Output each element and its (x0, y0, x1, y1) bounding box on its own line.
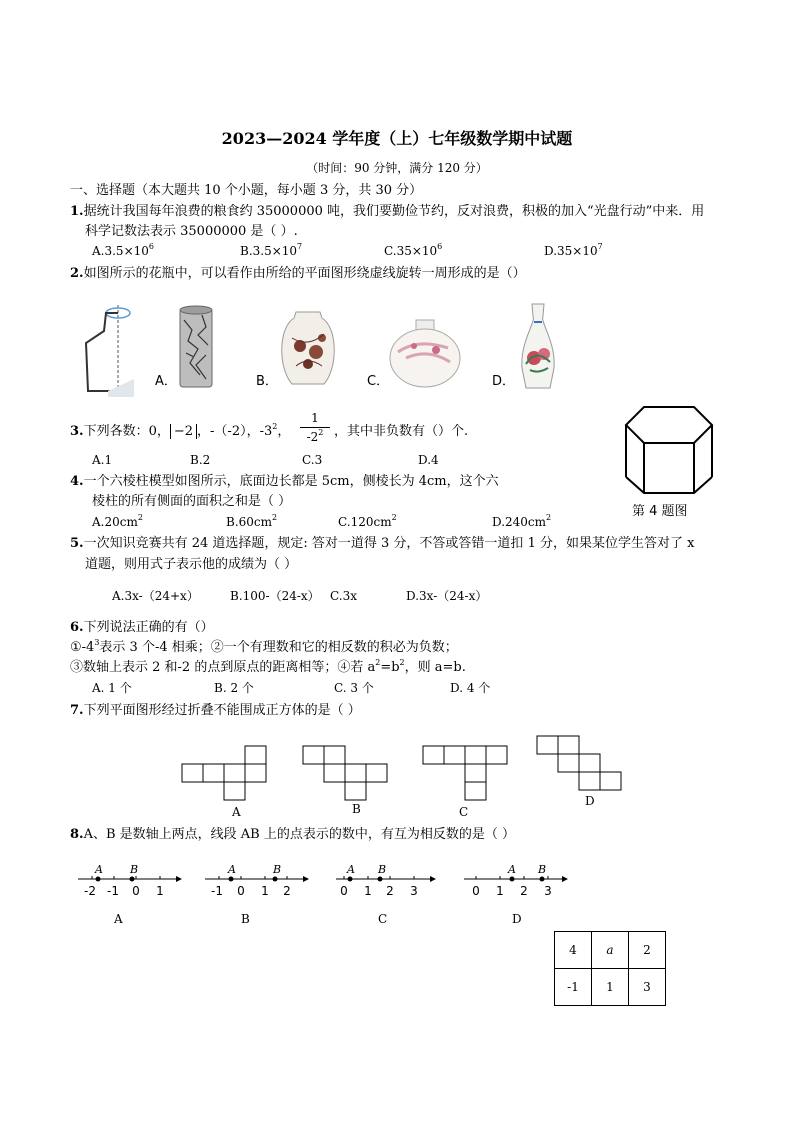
option-b: $B.60cm^2$ (226, 513, 278, 529)
point-b-label: B (538, 863, 547, 876)
tick-label: 1 (364, 884, 372, 898)
number-line-label-d: D (512, 912, 522, 926)
option-b: B.2 (190, 453, 211, 467)
option-d: D.4 (418, 453, 439, 467)
vase-label-d: D． (492, 374, 516, 389)
cube-net-a (180, 745, 270, 805)
question-2 (70, 267, 526, 280)
net-label-a: A (232, 805, 241, 819)
question-6-line1: $①-4^3$表示 3 个-4 相乘；②一个有理数和它的相反数的积必为负数； (70, 638, 458, 655)
question-5: 5.一次知识竞赛共有 24 道选择题，规定: 答对一道得 3 分，不答或答错一道扣 1 分，如果某位学生答对了 x (70, 536, 695, 551)
point-a-label: A (508, 863, 516, 876)
table-row (555, 932, 666, 969)
option-d: D. 4 个 (450, 681, 491, 695)
tick-label: 2 (386, 884, 394, 898)
question-4-line2: 棱柱的所有侧面的面积之和是（ ） (92, 494, 292, 509)
net-label-d: D (585, 794, 595, 808)
table-cell: -1 (555, 969, 592, 1006)
figure-caption: 第 4 题图 (632, 504, 688, 519)
tick-label: 3 (410, 884, 418, 898)
question-3-post: ，其中非负数有（）个. (334, 424, 469, 439)
cube-net-d (536, 735, 626, 795)
table-cell: 4 (555, 932, 592, 969)
globe-vase-image (388, 318, 462, 388)
number-line-label-a: A (114, 912, 123, 926)
point-a-label: A (347, 863, 355, 876)
question-6-line2: ③数轴上表示 2 和-2 的点到原点的距离相等；④若 $a^2=b^2$，则 a=b. (70, 658, 466, 675)
option-d: D.3x-（24-x） (406, 589, 488, 603)
page-subtitle: （时间：90 分钟，满分 120 分） (306, 161, 488, 175)
question-number: 2. (70, 266, 84, 281)
option-c: C. 3 个 (334, 681, 374, 695)
number-grid-table (554, 931, 666, 1006)
point-b-label: B (378, 863, 387, 876)
tick-label: 0 (132, 884, 140, 898)
question-1 (70, 205, 704, 218)
section-heading: 一、选择题（本大题共 10 个小题，每小题 3 分，共 30 分） (70, 183, 423, 198)
table-cell: 3 (629, 969, 666, 1006)
option-d: $D.35\times 10^7$ (544, 242, 603, 258)
tick-label: 2 (520, 884, 528, 898)
option-a: A.1 (92, 453, 113, 467)
table-cell: 2 (629, 932, 666, 969)
cube-net-c (422, 745, 512, 805)
rotation-shape-figure (78, 303, 138, 398)
hexagonal-prism-figure (622, 403, 716, 495)
question-5-line2: 道题，则用式子表示他的成绩为（ ） (85, 557, 298, 572)
number-line-a (76, 858, 186, 898)
point-a-label: A (95, 863, 103, 876)
table-cell: a (592, 932, 629, 969)
table-row (555, 969, 666, 1006)
page-title: 2023—2024 学年度（上）七年级数学期中试题 (221, 129, 573, 148)
point-a-label: A (228, 863, 236, 876)
tick-label: 3 (544, 884, 552, 898)
absolute-value: −2 (170, 424, 197, 439)
option-b: $B.3.5\times 10^7$ (240, 242, 303, 258)
net-label-c: C (459, 805, 469, 819)
tick-label: 0 (472, 884, 480, 898)
question-number: 3. (70, 424, 84, 439)
question-8: 8.A、B 是数轴上两点，线段 AB 上的点表示的数中，有互为相反数的是（ ） (70, 827, 515, 842)
option-c: $C.35\times 10^6$ (384, 242, 443, 258)
option-c: $C.120cm^2$ (338, 513, 397, 529)
tick-label: 0 (340, 884, 348, 898)
tick-label: -2 (84, 884, 96, 898)
option-a: $A.3.5\times 10^6$ (92, 242, 154, 258)
option-b: B.100-（24-x） (230, 589, 320, 603)
question-4: 4.一个六棱柱模型如图所示，底面边长都是 5cm，侧棱长为 4cm，这个六 (70, 474, 499, 489)
question-text: 如图所示的花瓶中，可以看作由所给的平面图形绕虚线旋转一周形成的是（） (83, 266, 526, 281)
number-line-label-c: C (378, 912, 388, 926)
option-a: $A.20cm^2$ (92, 513, 143, 529)
vase-label-c: C． (367, 374, 390, 389)
option-c: C.3x (330, 589, 357, 603)
option-a: A.3x-（24+x） (112, 589, 199, 603)
point-b-label: B (273, 863, 282, 876)
round-vase-image (278, 308, 338, 388)
question-6: 6.下列说法正确的有（） (70, 620, 214, 635)
tall-vase-image (516, 302, 560, 390)
question-1-line2: 科学记数法表示 35000000 是（ ）. (85, 224, 298, 239)
tick-label: 1 (156, 884, 164, 898)
fraction: 1 $-2^2$ (300, 412, 330, 443)
table-cell: 1 (592, 969, 629, 1006)
option-c: C.3 (302, 453, 323, 467)
option-a: A. 1 个 (92, 681, 132, 695)
question-number: 1. (70, 204, 84, 219)
cube-net-b (302, 745, 392, 805)
tick-label: 0 (237, 884, 245, 898)
question-text: 据统计我国每年浪费的粮食约 35000000 吨，我们要勤俭节约，反对浪费，积极的加入“光盘行动”中来．用 (83, 204, 705, 219)
tick-label: -1 (211, 884, 223, 898)
number-line-d (462, 858, 574, 898)
number-line-b (203, 858, 313, 898)
number-line-c (334, 858, 444, 898)
question-3: 3.下列各数：0， −2 ，-（-2），$-3^2$， (70, 422, 291, 439)
option-b: B. 2 个 (214, 681, 254, 695)
option-d: $D.240cm^2$ (492, 513, 552, 529)
vase-label-a: A． (155, 374, 177, 389)
point-b-label: B (130, 863, 139, 876)
net-label-b: B (352, 802, 361, 816)
number-line-label-b: B (241, 912, 250, 926)
question-7: 7.下列平面图形经过折叠不能围成正方体的是（ ） (70, 703, 361, 718)
cylinder-vase-image (178, 305, 214, 389)
vase-label-b: B． (256, 374, 278, 389)
tick-label: 2 (283, 884, 291, 898)
tick-label: 1 (261, 884, 269, 898)
tick-label: 1 (496, 884, 504, 898)
tick-label: -1 (107, 884, 119, 898)
